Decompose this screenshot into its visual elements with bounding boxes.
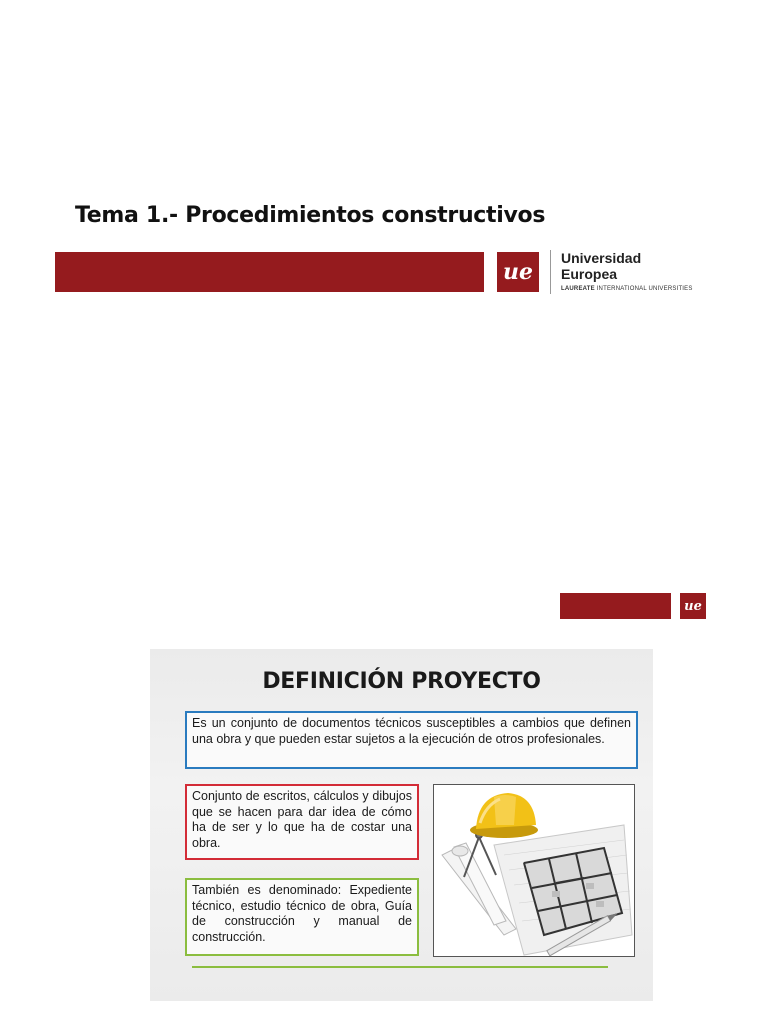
hardhat-blueprint-image bbox=[433, 784, 635, 957]
brand-divider bbox=[550, 250, 551, 294]
slide-image bbox=[150, 649, 653, 1001]
footer-bar bbox=[560, 593, 671, 619]
ue-logo: ue bbox=[497, 252, 539, 292]
brand-name bbox=[561, 250, 641, 282]
slide-title: DEFINICIÓN PROYECTO bbox=[262, 669, 541, 694]
definition-box-green: También es denominado: Expediente técnico, estudio técnico de obra, Guía de construcción y manual de construcción. bbox=[185, 878, 419, 956]
brand-subtitle bbox=[561, 286, 693, 292]
brand-name-line2: Europea bbox=[561, 266, 618, 282]
definition-box-red: Conjunto de escritos, cálculos y dibujos que se hacen para dar idea de cómo ha de ser y lo que ha de costar una obra. bbox=[185, 784, 419, 860]
brand-name-line1: Universidad bbox=[561, 250, 642, 266]
brand-subtitle-rest: INTERNATIONAL UNIVERSITIES bbox=[594, 286, 693, 292]
definition-box-blue: Es un conjunto de documentos técnicos susceptibles a cambios que definen una obra y que pueden estar sujetos a la ejecución de otros profesionales. bbox=[185, 711, 638, 769]
page-title: Tema 1.- Procedimientos constructivos bbox=[75, 203, 546, 228]
header-bar bbox=[55, 252, 484, 292]
ue-logo-small: ue bbox=[680, 593, 706, 619]
green-rule bbox=[192, 966, 608, 968]
brand-subtitle-bold: LAUREATE bbox=[561, 286, 595, 292]
